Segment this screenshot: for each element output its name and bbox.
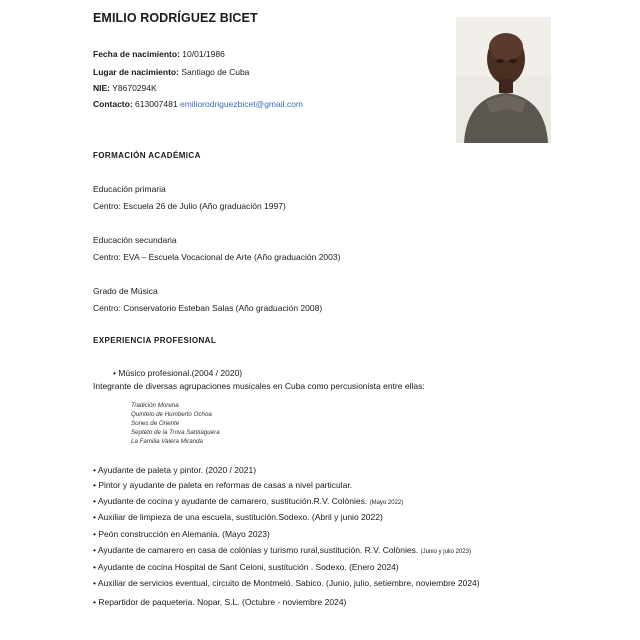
job-item	[93, 545, 471, 555]
music-group-item: La Familia Valera Miranda	[131, 438, 203, 445]
experience-heading: EXPERIENCIA PROFESIONAL	[93, 336, 217, 345]
education-item-title: Grado de Música	[93, 286, 158, 296]
cv-name: EMILIO RODRÍGUEZ BICET	[93, 11, 258, 25]
job-item	[93, 480, 352, 490]
contact-phone: 613007481	[135, 99, 178, 109]
music-group-item: Septeto de la Trova Santiaguera	[131, 429, 220, 436]
profile-photo	[456, 17, 551, 143]
music-group-item: Quinteto de Humberto Ochoa	[131, 411, 212, 418]
job-item-note: (Junio y julio 2023)	[420, 549, 471, 555]
nie-value: Y8670294K	[112, 83, 157, 93]
job-item	[93, 578, 480, 588]
education-item-title: Educación secundaria	[93, 235, 177, 245]
job-item-text: • Repartidor de paqueteria. Nopar, S.L. (Octubre - noviembre 2024)	[93, 597, 347, 607]
job-item	[93, 597, 346, 607]
job-item-text: • Ayudante de paleta y pintor. (2020 / 2021)	[93, 465, 257, 475]
birth-date-label: Fecha de nacimiento:	[93, 49, 180, 59]
music-job-title: • Músico profesional.(2004 / 2020)	[113, 368, 243, 378]
nie-label: NIE:	[93, 83, 110, 93]
birth-place-line	[93, 67, 249, 77]
contact-label: Contacto:	[93, 99, 133, 109]
music-group-item: Tradición Morena	[131, 402, 179, 409]
education-heading: FORMACIÓN ACADÉMICA	[93, 151, 201, 160]
music-job-description: Integrante de diversas agrupaciones musicales en Cuba como percusionista entre ellas:	[93, 381, 425, 391]
birth-date-line	[93, 49, 225, 59]
job-item	[93, 529, 270, 539]
education-item-detail: Centro: EVA – Escuela Vocacional de Arte (Año graduación 2003)	[93, 252, 341, 262]
birth-date-value: 10/01/1986	[182, 49, 225, 59]
education-item-title: Educación primaria	[93, 184, 166, 194]
job-item-text: • Ayudante de cocina Hospital de Sant Celoni, sustitución . Sodexo. (Enero 2024)	[93, 562, 399, 572]
nie-line	[93, 83, 157, 93]
birth-place-value: Santiago de Cuba	[181, 67, 250, 77]
profile-photo-graphic	[456, 17, 551, 143]
contact-email-link[interactable]: emiliorodriguezbicet@gmail.com	[179, 99, 303, 109]
job-item-text: • Ayudante de cocina y ayudante de camarero, sustitución.R.V. Colònies.	[93, 496, 368, 506]
education-item-detail: Centro: Escuela 26 de Julio (Año graduación 1997)	[93, 201, 286, 211]
contact-line	[93, 99, 303, 109]
job-item	[93, 562, 399, 572]
job-item	[93, 496, 403, 506]
job-item-text: • Auxiliar de limpieza de una escuela, sustitución.Sodexo. (Abril y junio 2022)	[93, 512, 383, 522]
job-item-text: • Ayudante de camarero en casa de colònias y turismo rural,sustitución. R.V. Colònies.	[93, 545, 419, 555]
job-item	[93, 465, 256, 475]
job-item-text: • Pintor y ayudante de paleta en reformas de casas a nivel particular.	[93, 480, 353, 490]
job-item-text: • Auxiliar de servicios eventual, circuito de Montmeló. Sabico. (Junio, julio, setiembre, noviembre 2024)	[93, 578, 480, 588]
job-item-text: • Peón construcción en Alemania. (Mayo 2023)	[93, 529, 270, 539]
job-item	[93, 512, 383, 522]
birth-place-label: Lugar de nacimiento:	[93, 67, 179, 77]
job-item-note: (Mayo 2022)	[369, 500, 404, 506]
education-item-detail: Centro: Conservatorio Esteban Salas (Año graduación 2008)	[93, 303, 323, 313]
music-group-item: Sones de Oriente	[131, 420, 180, 427]
